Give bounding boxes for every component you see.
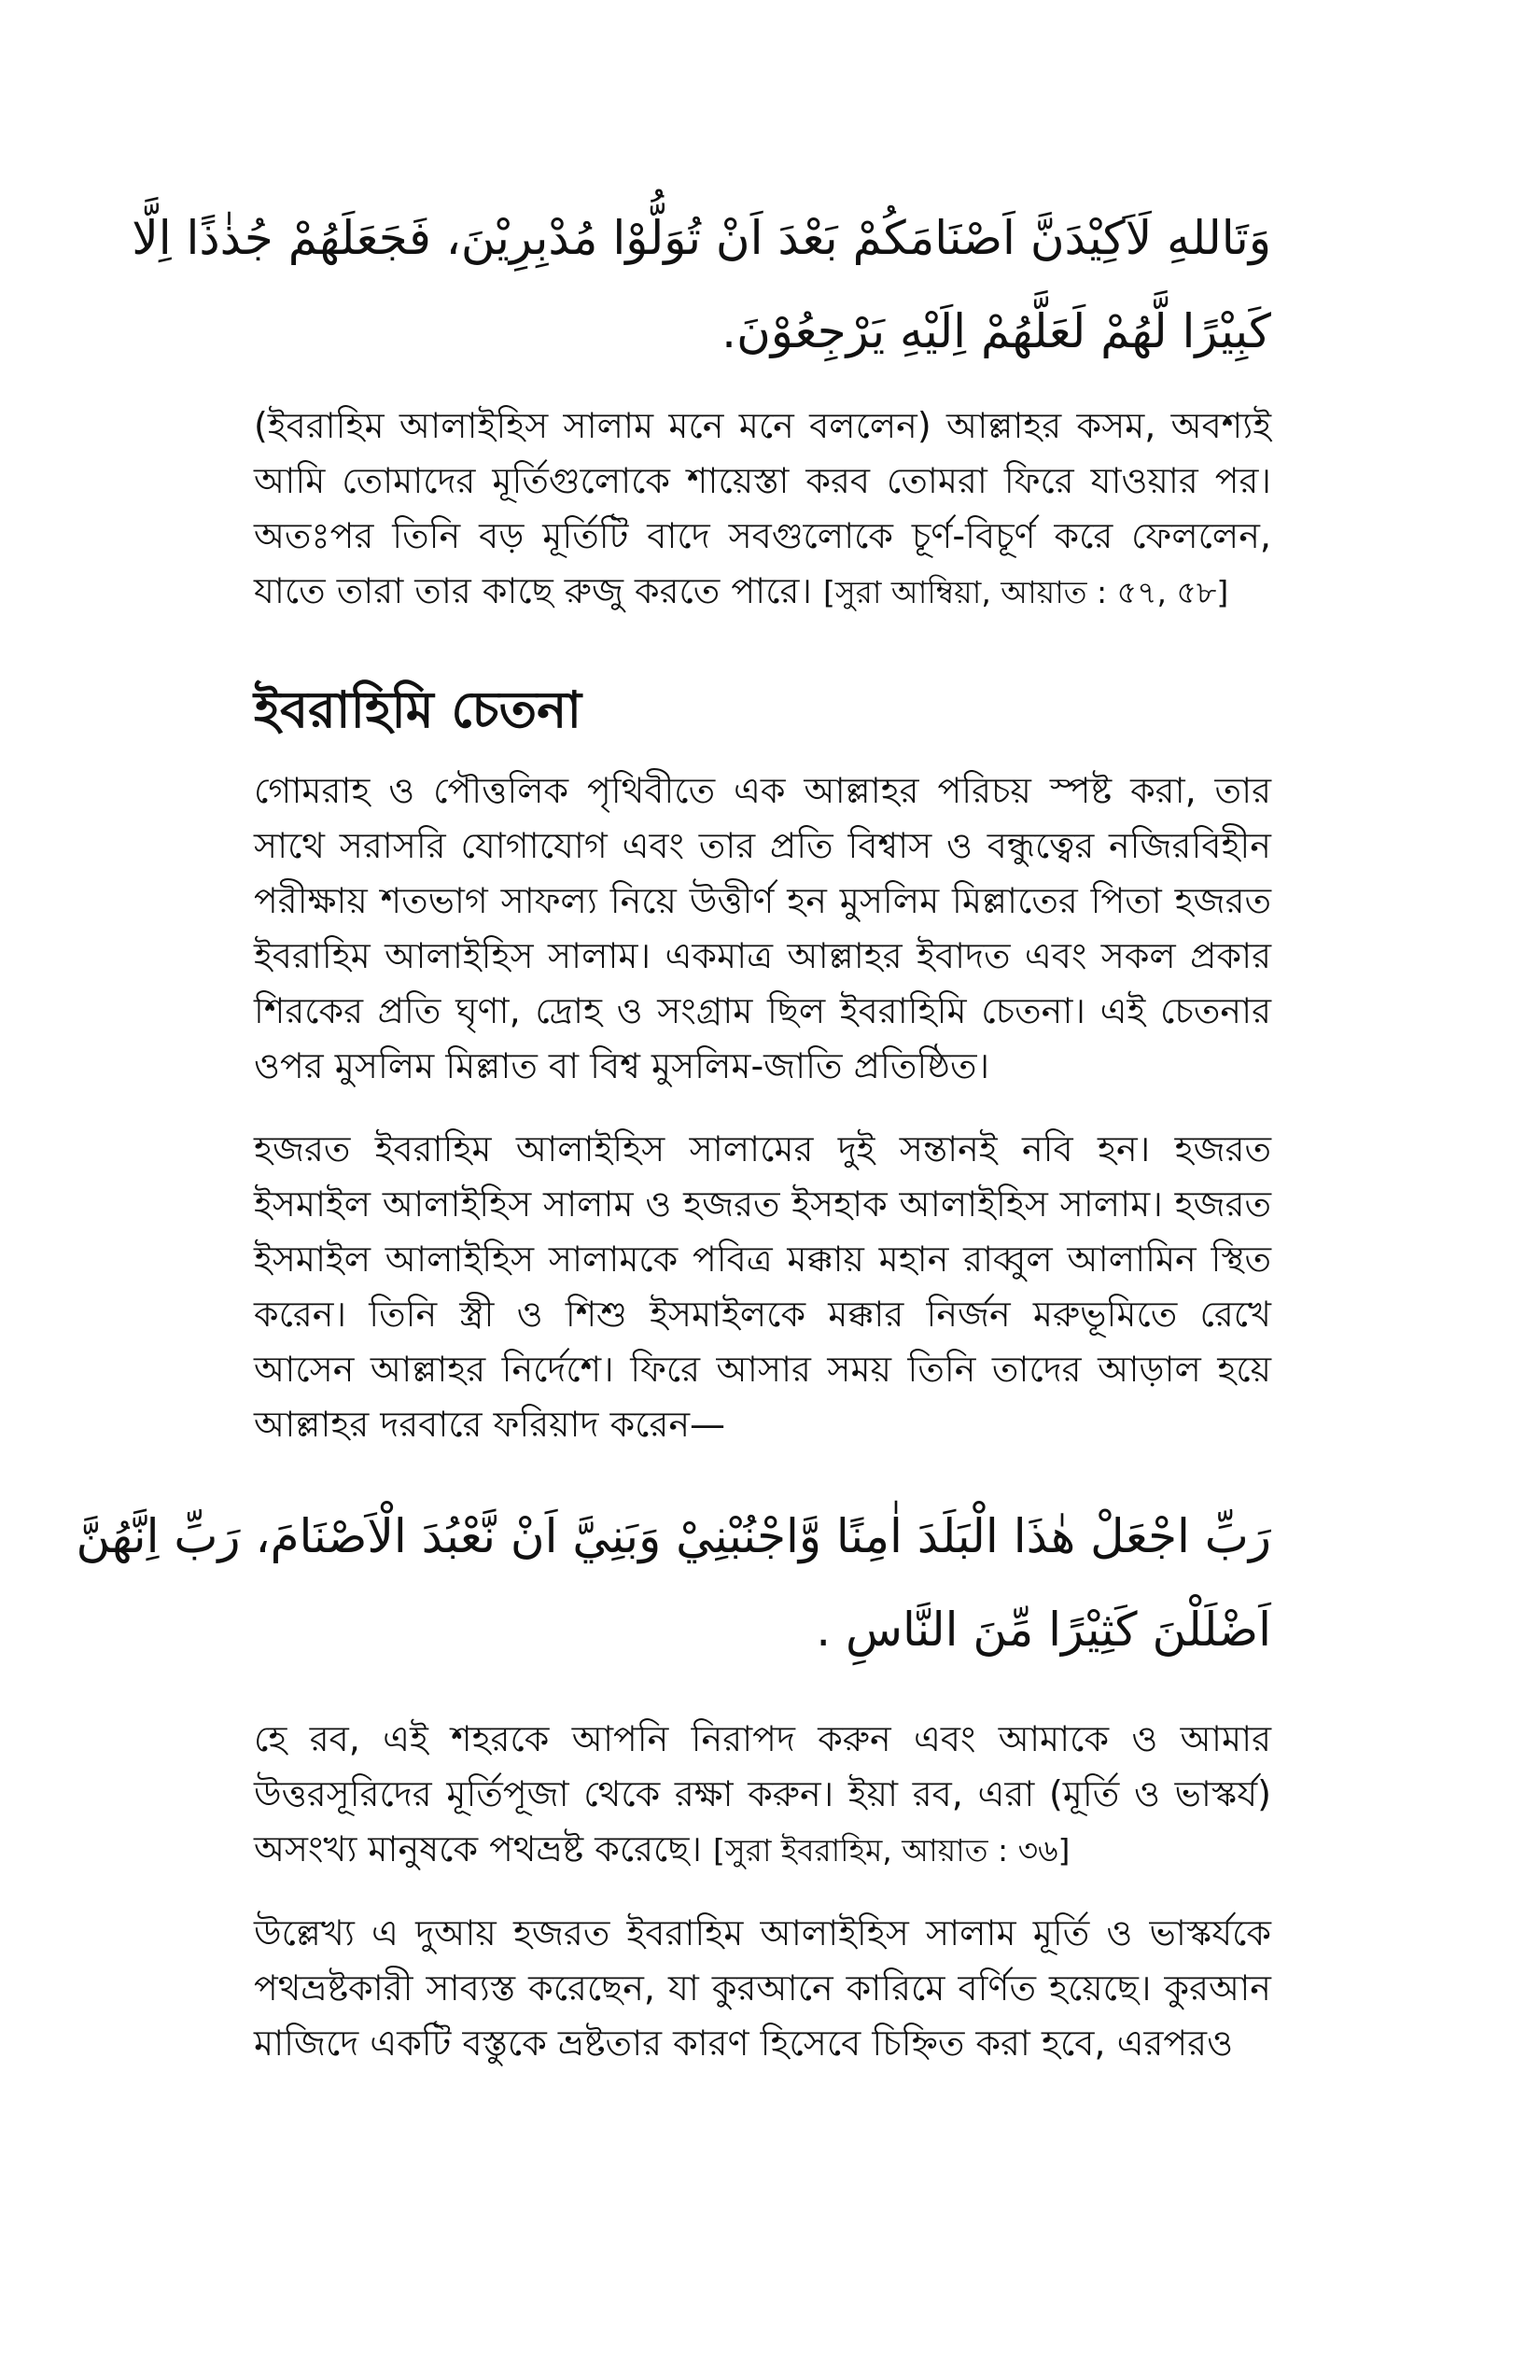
translation-2-text: হে রব, এই শহরকে আপনি নিরাপদ করুন এবং আমাকে ও আমার উত্তরসূরিদের মূর্তিপূজা থেকে রক্ষা করুন। ইয়া রব, এরা (মূর্তি ও ভাস্কর্য) অসংখ্য মানুষকে পথভ্রষ্ট করেছে। bbox=[254, 1718, 1271, 1869]
section-heading: ইবরাহিমি চেতনা bbox=[254, 680, 582, 739]
arabic-verse-1-line-1: وَتَاللهِ لَاَكِيْدَنَّ اَصْنَامَكُمْ بَعْدَ اَنْ تُوَلُّوْا مُدْبِرِيْنَ، فَجَعَلَهُمْ جُذٰذًا اِلَّا bbox=[132, 211, 1271, 265]
translation-2 bbox=[254, 1712, 1271, 1878]
paragraph-1: গোমরাহ ও পৌত্তলিক পৃথিবীতে এক আল্লাহর পরিচয় স্পষ্ট করা, তার সাথে সরাসরি যোগাযোগ এবং তার প্রতি বিশ্বাস ও বন্ধুত্বের নজিরবিহীন পরীক্ষায় শতভাগ সাফল্য নিয়ে উত্তীর্ণ হন মুসলিম মিল্লাতের পিতা হজরত ইবরাহিম আলাইহিস সালাম। একমাত্র আল্লাহর ইবাদত এবং সকল প্রকার শিরকের প্রতি ঘৃণা, দ্রোহ ও সংগ্রাম ছিল ইবরাহিমি চেতনা। এই চেতনার ওপর মুসলিম মিল্লাত বা বিশ্ব মুসলিম-জাতি প্রতিষ্ঠিত। bbox=[254, 770, 1271, 1086]
translation-2-reference: [সুরা ইবরাহিম, আয়াত : ৩৬] bbox=[713, 1832, 1071, 1869]
arabic-verse-2-line-1: رَبِّ اجْعَلْ هٰذَا الْبَلَدَ اٰمِنًا وَّاجْنُبْنِيْ وَبَنِيَّ اَنْ نَّعْبُدَ الْاَصْنَامَ، رَبِّ اِنَّهُنَّ bbox=[76, 1509, 1271, 1563]
arabic-verse-2-line-2: اَضْلَلْنَ كَثِيْرًا مِّنَ النَّاسِ . bbox=[816, 1603, 1271, 1657]
paragraph-3: উল্লেখ্য এ দুআয় হজরত ইবরাহিম আলাইহিস সালাম মূর্তি ও ভাস্কর্যকে পথভ্রষ্টকারী সাব্যস্ত করেছেন, যা কুরআনে কারিমে বর্ণিত হয়েছে। কুরআন মাজিদে একটি বস্তুকে ভ্রষ্টতার কারণ হিসেবে চিহ্নিত করা হবে, এরপরও bbox=[254, 1912, 1271, 2064]
paragraph-2: হজরত ইবরাহিম আলাইহিস সালামের দুই সন্তানই নবি হন। হজরত ইসমাইল আলাইহিস সালাম ও হজরত ইসহাক আলাইহিস সালাম। হজরত ইসমাইল আলাইহিস সালামকে পবিত্র মক্কায় মহান রাব্বুল আলামিন স্থিত করেন। তিনি স্ত্রী ও শিশু ইসমাইলকে মক্কার নির্জন মরুভূমিতে রেখে আসেন আল্লাহর নির্দেশে। ফিরে আসার সময় তিনি তাদের আড়াল হয়ে আল্লাহর দরবারে ফরিয়াদ করেন— bbox=[254, 1128, 1271, 1445]
arabic-verse-1-line-2: كَبِيْرًا لَّهُمْ لَعَلَّهُمْ اِلَيْهِ يَرْجِعُوْنَ. bbox=[721, 304, 1271, 358]
translation-1-reference: [সুরা আম্বিয়া, আয়াত : ৫৭, ৫৮] bbox=[823, 574, 1229, 610]
book-page bbox=[76, 191, 1271, 2071]
translation-1 bbox=[254, 399, 1271, 620]
arabic-verse-2 bbox=[76, 1490, 1271, 1676]
arabic-verse-1 bbox=[132, 191, 1271, 378]
translation-1-text: (ইবরাহিম আলাইহিস সালাম মনে মনে বললেন) আল্লাহর কসম, অবশ্যই আমি তোমাদের মূর্তিগুলোকে শায়েস্তা করব তোমরা ফিরে যাওয়ার পর। অতঃপর তিনি বড় মূর্তিটি বাদে সবগুলোকে চূর্ণ-বিচূর্ণ করে ফেললেন, যাতে তারা তার কাছে রুজু করতে পারে। bbox=[254, 405, 1271, 611]
